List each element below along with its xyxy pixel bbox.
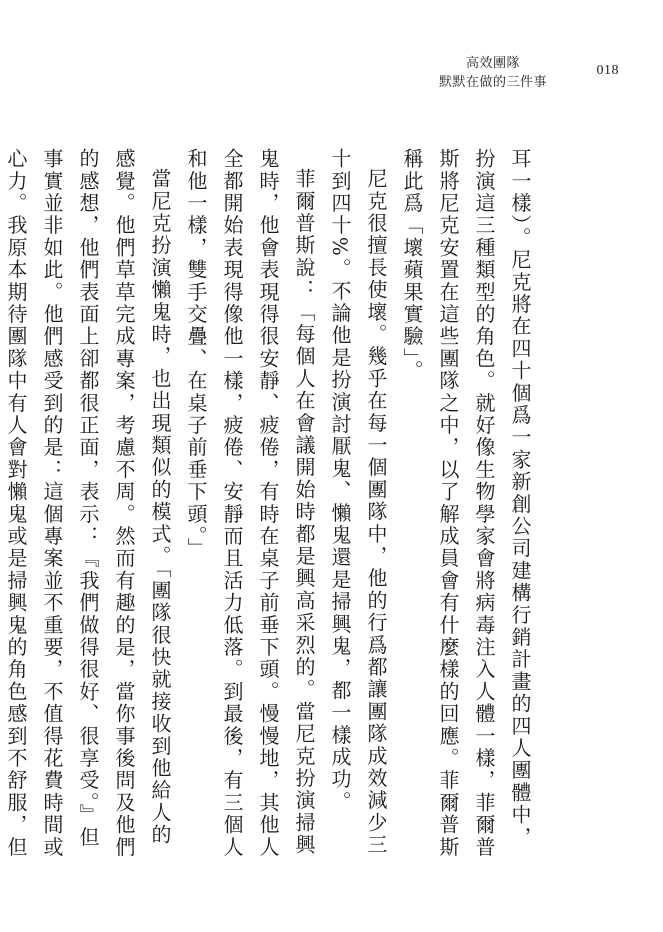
body-text — [4, 148, 538, 866]
running-head-book-title: 高效團隊 — [465, 56, 520, 71]
running-head — [439, 54, 547, 92]
paragraph: 尼克很擅長使壞。幾乎在每一個團隊中，他的行爲都讓團隊成效減少三十到四十%。不論他是扮演討厭鬼、懶鬼還是掃興鬼，都一樣成功。 — [328, 148, 388, 857]
paragraph: 當尼克扮演懶鬼時，也出現類似的模式。「團隊很快就接收到他給人的感覺。他們草草完成專案，考慮不周。然而有趣的是，當你事後問及他們的感想，他們表面上卻都很正面，表示：『我們做得很好、很享受。』但事實並非如此。他們感受到的是：這個專案並不重要，不值得花費時間或心力。我原本期待團隊中有人會對懶鬼或是掃興鬼的角色感到不舒服，但 — [4, 148, 172, 859]
paragraph-continued: 耳一樣）。尼克將在四十個爲一家新創公司建構行銷計畫的四人團體中，扮演這三種類型的角色。就好像生物學家會將病毒注入人體一樣，菲爾普斯將尼克安置在這些團隊之中，以了解成員會有什麼樣的回應。菲爾普斯稱此爲「壞蘋果實驗」。 — [400, 148, 532, 859]
page-number: 018 — [596, 63, 619, 78]
paragraph: 菲爾普斯說：「每個人在會議開始時都是興高采烈的。當尼克扮演掃興鬼時，他會表現得很安靜、疲倦，有時在桌子前垂下頭。慢慢地，其他人全都開始表現得像他一樣，疲倦、安靜而且活力低落。到最後，有三個人和他一樣，雙手交疊、在桌子前垂下頭。」 — [184, 148, 316, 859]
running-head-chapter-title: 默默在做的三件事 — [438, 75, 547, 90]
